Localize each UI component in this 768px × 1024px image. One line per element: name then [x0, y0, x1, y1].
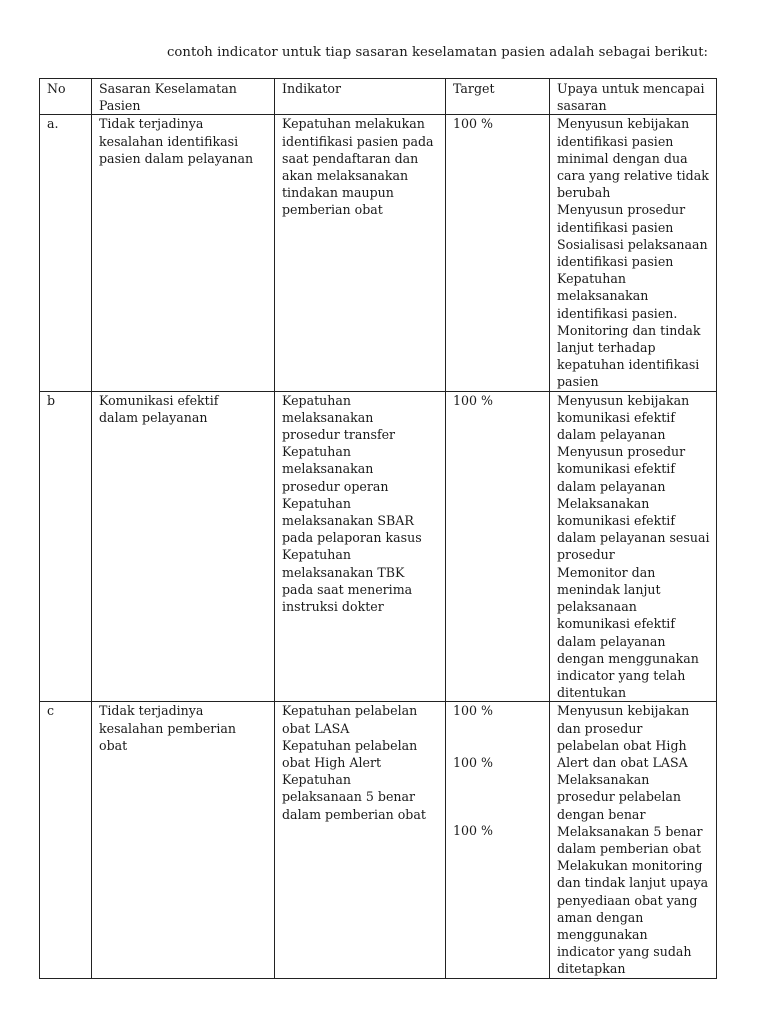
upaya-line: dan prosedur: [557, 720, 643, 736]
indikator-line: Kepatuhan: [282, 547, 351, 563]
sasaran-line: pasien dalam pelayanan: [99, 150, 254, 166]
upaya-line: komunikasi efektif: [557, 461, 675, 477]
upaya-line: menindak lanjut: [557, 581, 661, 597]
no-line: c: [47, 703, 55, 719]
indikator-line: dalam pemberian obat: [282, 806, 426, 822]
table-row: [40, 391, 717, 702]
indikator-line: Kepatuhan: [282, 495, 351, 511]
upaya-line: identifikasi pasien.: [557, 305, 678, 321]
cell-indikator: [275, 391, 446, 702]
indikator-line: tindakan maupun: [282, 185, 394, 201]
table-header-row: [40, 79, 717, 115]
upaya-line: identifikasi pasien: [557, 254, 674, 270]
indikator-line: pelaksanaan 5 benar: [282, 789, 416, 805]
target-line: 100 %: [453, 822, 494, 838]
no-line: a.: [47, 116, 59, 132]
indikator-line: akan melaksanakan: [282, 168, 409, 184]
upaya-line: Menyusun kebijakan: [557, 116, 690, 132]
sasaran-line: kesalahan identifikasi: [99, 133, 239, 149]
indikator-line: Kepatuhan pelabelan: [282, 737, 418, 753]
cell-sasaran: [92, 702, 275, 978]
cell-indikator: [275, 702, 446, 978]
upaya-line: komunikasi efektif: [557, 513, 675, 529]
upaya-line: Kepatuhan: [557, 271, 626, 287]
upaya-line: dengan menggunakan: [557, 650, 699, 666]
upaya-line: pelabelan obat High: [557, 737, 687, 753]
cell-no: [40, 115, 92, 391]
indikator-line: prosedur transfer: [282, 427, 396, 443]
upaya-line: Melakukan monitoring: [557, 858, 703, 874]
upaya-line: Melaksanakan: [557, 772, 650, 788]
sasaran-line: obat: [99, 737, 128, 753]
cell-no: [40, 702, 92, 978]
upaya-line: pelaksanaan: [557, 599, 637, 615]
upaya-line: komunikasi efektif: [557, 616, 675, 632]
upaya-line: dalam pelayanan: [557, 478, 666, 494]
indikator-line: pada pelaporan kasus: [282, 530, 422, 546]
cell-upaya: [550, 391, 717, 702]
upaya-line: indicator yang telah: [557, 667, 686, 683]
upaya-line: dengan benar: [557, 806, 646, 822]
no-line: b: [47, 392, 56, 408]
header-upaya: Upaya untuk mencapai sasaran: [550, 79, 717, 115]
target-line: 100 %: [453, 392, 494, 408]
target-line: 100 %: [453, 703, 494, 719]
upaya-line: ditentukan: [557, 685, 627, 701]
upaya-line: cara yang relative tidak: [557, 168, 709, 184]
indikator-line: Kepatuhan: [282, 772, 351, 788]
upaya-line: kepatuhan identifikasi: [557, 357, 700, 373]
upaya-line: pasien: [557, 374, 599, 390]
indikator-line: prosedur operan: [282, 478, 389, 494]
indikator-line: melaksanakan SBAR: [282, 513, 414, 529]
patient-safety-indicator-table: [39, 78, 717, 979]
indikator-line: melaksanakan: [282, 461, 374, 477]
sasaran-line: Tidak terjadinya: [99, 703, 204, 719]
indikator-line: Kepatuhan pelabelan: [282, 703, 418, 719]
upaya-line: Menyusun prosedur: [557, 202, 686, 218]
intro-text: contoh indicator untuk tiap sasaran keselamatan pasien adalah sebagai berikut:: [167, 45, 709, 60]
header-no: No: [40, 79, 92, 115]
indikator-line: melaksanakan: [282, 409, 374, 425]
header-indikator: Indikator: [275, 79, 446, 115]
indikator-line: saat pendaftaran dan: [282, 150, 419, 166]
cell-target: [446, 702, 550, 978]
table-row: [40, 702, 717, 978]
target-line: 100 %: [453, 754, 494, 770]
indikator-line: obat High Alert: [282, 754, 382, 770]
indikator-line: Kepatuhan: [282, 392, 351, 408]
upaya-line: penyediaan obat yang: [557, 892, 698, 908]
upaya-line: Melaksanakan: [557, 495, 650, 511]
cell-sasaran: [92, 391, 275, 702]
indikator-line: identifikasi pasien pada: [282, 133, 434, 149]
upaya-line: Alert dan obat LASA: [557, 754, 688, 770]
indikator-line: pemberian obat: [282, 202, 383, 218]
upaya-line: identifikasi pasien: [557, 219, 674, 235]
upaya-line: berubah: [557, 185, 611, 201]
upaya-line: Sosialisasi pelaksanaan: [557, 236, 708, 252]
upaya-line: Melaksanakan 5 benar: [557, 823, 703, 839]
upaya-line: dalam pelayanan: [557, 633, 666, 649]
table-row: [40, 115, 717, 391]
upaya-line: lanjut terhadap: [557, 340, 656, 356]
upaya-line: aman dengan: [557, 909, 644, 925]
header-sasaran: Sasaran Keselamatan Pasien: [92, 79, 275, 115]
indikator-line: instruksi dokter: [282, 599, 384, 615]
target-line: 100 %: [453, 116, 494, 132]
sasaran-line: dalam pelayanan: [99, 409, 208, 425]
upaya-line: komunikasi efektif: [557, 409, 675, 425]
upaya-line: dalam pelayanan: [557, 427, 666, 443]
upaya-line: Monitoring dan tindak: [557, 322, 701, 338]
indikator-line: pada saat menerima: [282, 581, 413, 597]
upaya-line: identifikasi pasien: [557, 133, 674, 149]
upaya-line: dalam pemberian obat: [557, 840, 701, 856]
upaya-line: indicator yang sudah: [557, 944, 692, 960]
sasaran-line: kesalahan pemberian: [99, 720, 236, 736]
upaya-line: melaksanakan: [557, 288, 649, 304]
upaya-line: dan tindak lanjut upaya: [557, 875, 709, 891]
indikator-line: melaksanakan TBK: [282, 564, 405, 580]
upaya-line: Menyusun kebijakan: [557, 703, 690, 719]
indikator-line: Kepatuhan: [282, 444, 351, 460]
cell-upaya: [550, 702, 717, 978]
cell-indikator: [275, 115, 446, 391]
upaya-line: menggunakan: [557, 926, 648, 942]
cell-upaya: [550, 115, 717, 391]
header-target: Target: [446, 79, 550, 115]
upaya-line: Memonitor dan: [557, 564, 656, 580]
upaya-line: prosedur: [557, 547, 615, 563]
cell-target: [446, 115, 550, 391]
upaya-line: ditetapkan: [557, 961, 626, 977]
upaya-line: Menyusun kebijakan: [557, 392, 690, 408]
cell-sasaran: [92, 115, 275, 391]
upaya-line: minimal dengan dua: [557, 150, 688, 166]
cell-target: [446, 391, 550, 702]
upaya-line: Menyusun prosedur: [557, 444, 686, 460]
indikator-line: obat LASA: [282, 720, 350, 736]
sasaran-line: Komunikasi efektif: [99, 392, 219, 408]
upaya-line: prosedur pelabelan: [557, 789, 681, 805]
cell-no: [40, 391, 92, 702]
sasaran-line: Tidak terjadinya: [99, 116, 204, 132]
indikator-line: Kepatuhan melakukan: [282, 116, 425, 132]
upaya-line: dalam pelayanan sesuai: [557, 530, 710, 546]
